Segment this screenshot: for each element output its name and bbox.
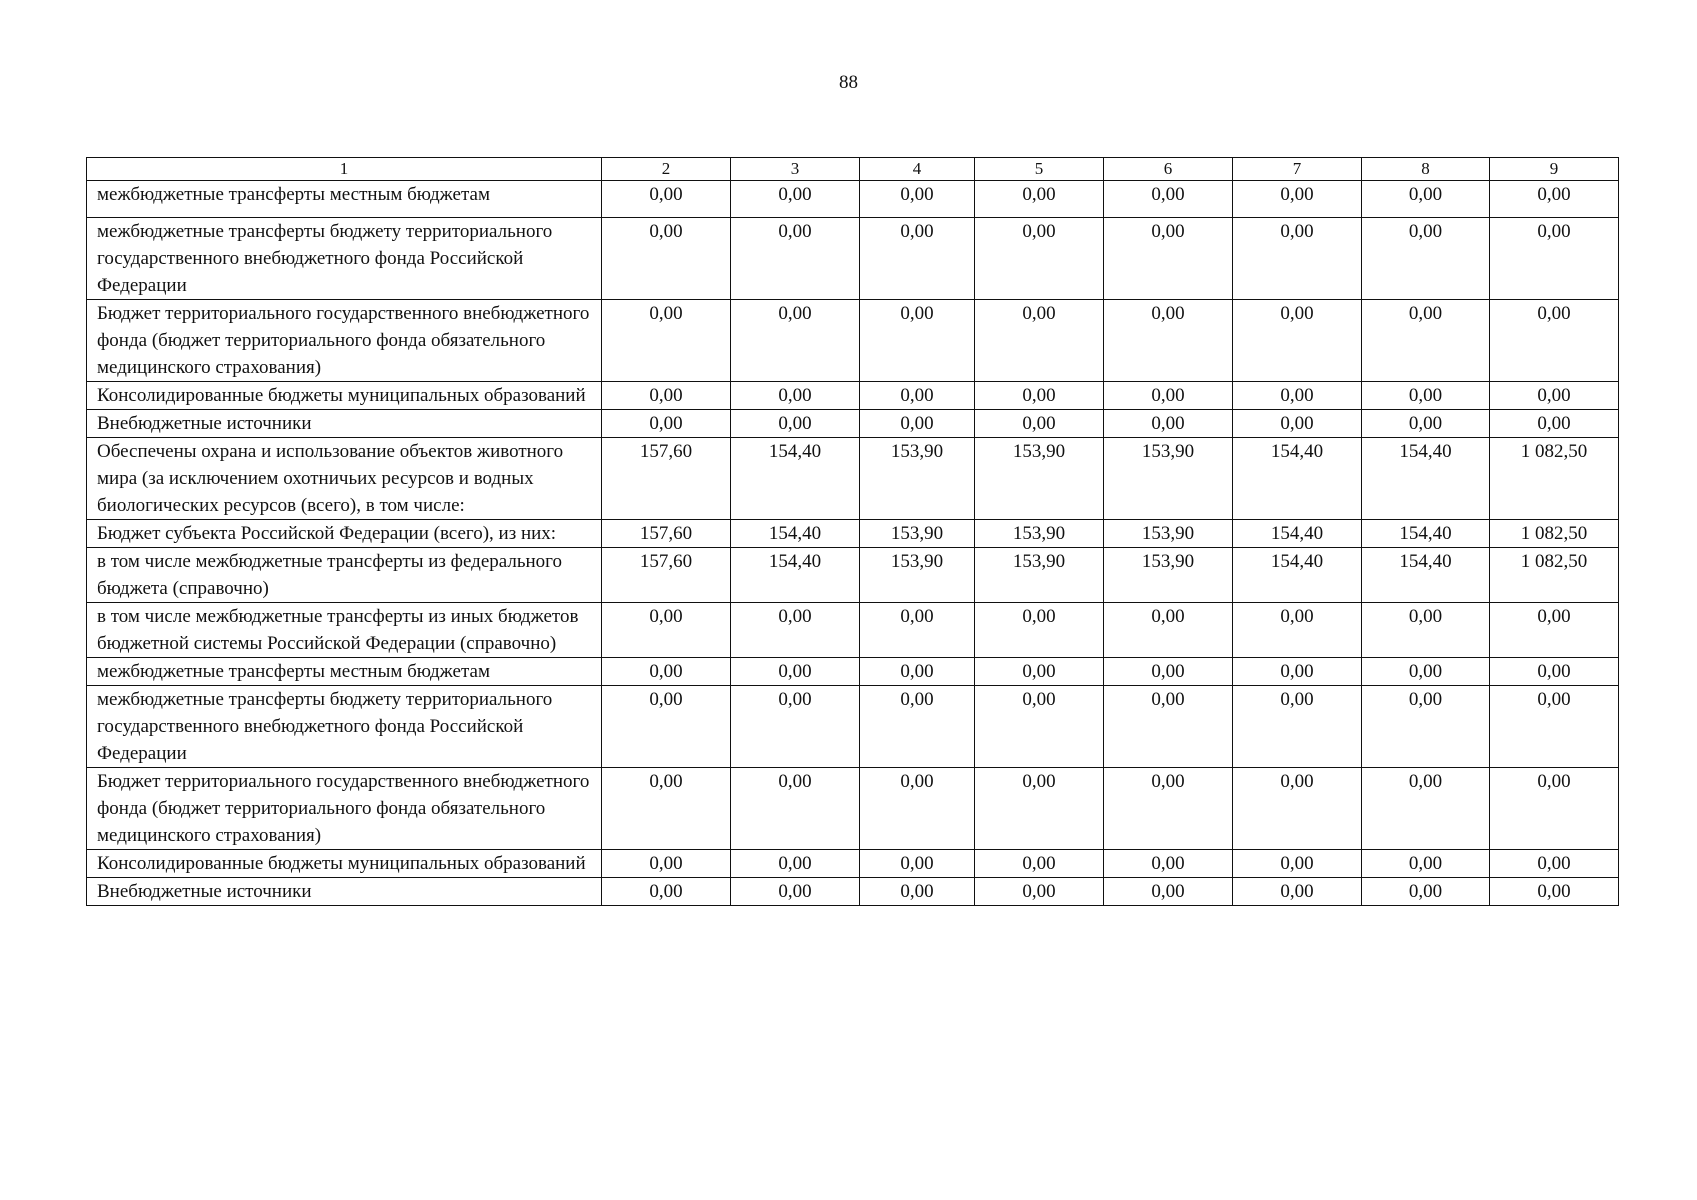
value-cell: 0,00 (602, 850, 731, 878)
value-cell: 0,00 (1362, 410, 1490, 438)
budget-table (86, 157, 1619, 906)
value-cell: 0,00 (1490, 410, 1619, 438)
value-cell: 0,00 (1233, 382, 1362, 410)
value-cell: 0,00 (731, 686, 860, 768)
value-cell: 0,00 (602, 768, 731, 850)
value-cell: 157,60 (602, 548, 731, 603)
value-cell: 153,90 (860, 520, 975, 548)
value-cell: 154,40 (731, 438, 860, 520)
value-cell: 0,00 (1104, 878, 1233, 906)
value-cell: 0,00 (1233, 603, 1362, 658)
header-cell: 5 (975, 158, 1104, 181)
table-row (87, 438, 1619, 520)
value-cell: 0,00 (860, 181, 975, 218)
value-cell: 0,00 (1104, 382, 1233, 410)
value-cell: 0,00 (975, 181, 1104, 218)
value-cell: 0,00 (1104, 218, 1233, 300)
value-cell: 0,00 (860, 686, 975, 768)
value-cell: 0,00 (1490, 850, 1619, 878)
value-cell: 0,00 (1362, 878, 1490, 906)
header-cell: 3 (731, 158, 860, 181)
value-cell: 0,00 (1490, 686, 1619, 768)
value-cell: 0,00 (1104, 300, 1233, 382)
value-cell: 0,00 (1490, 658, 1619, 686)
value-cell: 154,40 (731, 548, 860, 603)
value-cell: 153,90 (975, 520, 1104, 548)
row-label: Внебюджетные источники (87, 878, 602, 906)
value-cell: 0,00 (1362, 300, 1490, 382)
header-cell: 1 (87, 158, 602, 181)
value-cell: 0,00 (602, 658, 731, 686)
value-cell: 0,00 (975, 300, 1104, 382)
row-label: в том числе межбюджетные трансферты из иных бюджетов бюджетной системы Российской Федерации (справочно) (87, 603, 602, 658)
header-row (87, 158, 1619, 181)
value-cell: 0,00 (731, 181, 860, 218)
value-cell: 0,00 (1233, 768, 1362, 850)
value-cell: 0,00 (1490, 300, 1619, 382)
value-cell: 0,00 (602, 218, 731, 300)
header-cell: 4 (860, 158, 975, 181)
value-cell: 0,00 (1490, 218, 1619, 300)
row-label: межбюджетные трансферты местным бюджетам (87, 181, 602, 218)
value-cell: 0,00 (1104, 850, 1233, 878)
header-cell: 7 (1233, 158, 1362, 181)
value-cell: 0,00 (1233, 218, 1362, 300)
row-label: Бюджет территориального государственного внебюджетного фонда (бюджет территориального фонда обязательного медицинского страхования) (87, 768, 602, 850)
value-cell: 0,00 (1233, 410, 1362, 438)
table-row (87, 686, 1619, 768)
table-row (87, 181, 1619, 218)
value-cell: 153,90 (860, 548, 975, 603)
table-row (87, 878, 1619, 906)
row-label: Консолидированные бюджеты муниципальных образований (87, 850, 602, 878)
value-cell: 0,00 (975, 686, 1104, 768)
value-cell: 1 082,50 (1490, 548, 1619, 603)
value-cell: 0,00 (1104, 410, 1233, 438)
value-cell: 153,90 (1104, 438, 1233, 520)
value-cell: 0,00 (1104, 686, 1233, 768)
value-cell: 0,00 (860, 850, 975, 878)
value-cell: 0,00 (860, 768, 975, 850)
value-cell: 154,40 (731, 520, 860, 548)
table-row (87, 603, 1619, 658)
table-row (87, 218, 1619, 300)
value-cell: 0,00 (860, 382, 975, 410)
value-cell: 0,00 (975, 603, 1104, 658)
value-cell: 0,00 (1490, 181, 1619, 218)
table-row (87, 658, 1619, 686)
value-cell: 0,00 (1233, 850, 1362, 878)
value-cell: 0,00 (1233, 658, 1362, 686)
value-cell: 0,00 (731, 382, 860, 410)
value-cell: 0,00 (860, 878, 975, 906)
value-cell: 0,00 (731, 768, 860, 850)
value-cell: 157,60 (602, 438, 731, 520)
value-cell: 153,90 (975, 438, 1104, 520)
value-cell: 0,00 (602, 878, 731, 906)
value-cell: 0,00 (975, 878, 1104, 906)
value-cell: 0,00 (1490, 382, 1619, 410)
value-cell: 154,40 (1362, 548, 1490, 603)
value-cell: 0,00 (1490, 878, 1619, 906)
value-cell: 0,00 (1362, 658, 1490, 686)
value-cell: 0,00 (1490, 603, 1619, 658)
value-cell: 0,00 (1362, 768, 1490, 850)
table-row (87, 548, 1619, 603)
row-label: межбюджетные трансферты местным бюджетам (87, 658, 602, 686)
value-cell: 1 082,50 (1490, 520, 1619, 548)
value-cell: 0,00 (602, 686, 731, 768)
row-label: Бюджет территориального государственного внебюджетного фонда (бюджет территориального фонда обязательного медицинского страхования) (87, 300, 602, 382)
value-cell: 0,00 (975, 382, 1104, 410)
header-cell: 2 (602, 158, 731, 181)
value-cell: 0,00 (1104, 658, 1233, 686)
table-row (87, 850, 1619, 878)
value-cell: 0,00 (731, 218, 860, 300)
table-row (87, 300, 1619, 382)
value-cell: 0,00 (975, 410, 1104, 438)
row-label: Консолидированные бюджеты муниципальных образований (87, 382, 602, 410)
value-cell: 0,00 (1233, 181, 1362, 218)
row-label: Обеспечены охрана и использование объектов животного мира (за исключением охотничьих ресурсов и водных биологических ресурсов (всего), в том числе: (87, 438, 602, 520)
value-cell: 0,00 (860, 603, 975, 658)
row-label: межбюджетные трансферты бюджету территориального государственного внебюджетного фонда Российской Федерации (87, 218, 602, 300)
value-cell: 0,00 (1490, 768, 1619, 850)
value-cell: 0,00 (602, 603, 731, 658)
value-cell: 154,40 (1362, 438, 1490, 520)
value-cell: 0,00 (602, 181, 731, 218)
value-cell: 0,00 (1362, 181, 1490, 218)
value-cell: 153,90 (975, 548, 1104, 603)
value-cell: 154,40 (1233, 548, 1362, 603)
value-cell: 0,00 (602, 300, 731, 382)
table-row (87, 410, 1619, 438)
value-cell: 0,00 (1233, 686, 1362, 768)
row-label: Внебюджетные источники (87, 410, 602, 438)
value-cell: 1 082,50 (1490, 438, 1619, 520)
value-cell: 0,00 (731, 878, 860, 906)
value-cell: 0,00 (1104, 603, 1233, 658)
row-label: Бюджет субъекта Российской Федерации (всего), из них: (87, 520, 602, 548)
value-cell: 0,00 (1362, 218, 1490, 300)
value-cell: 0,00 (975, 850, 1104, 878)
header-cell: 9 (1490, 158, 1619, 181)
value-cell: 0,00 (602, 382, 731, 410)
table-row (87, 382, 1619, 410)
value-cell: 154,40 (1233, 438, 1362, 520)
value-cell: 154,40 (1233, 520, 1362, 548)
table-row (87, 768, 1619, 850)
header-cell: 8 (1362, 158, 1490, 181)
value-cell: 0,00 (1362, 603, 1490, 658)
value-cell: 0,00 (860, 658, 975, 686)
value-cell: 153,90 (860, 438, 975, 520)
value-cell: 0,00 (731, 603, 860, 658)
row-label: межбюджетные трансферты бюджету территориального государственного внебюджетного фонда Российской Федерации (87, 686, 602, 768)
value-cell: 0,00 (731, 410, 860, 438)
page-number: 88 (839, 72, 858, 93)
table-row (87, 520, 1619, 548)
value-cell: 0,00 (1233, 300, 1362, 382)
value-cell: 0,00 (731, 300, 860, 382)
header-cell: 6 (1104, 158, 1233, 181)
value-cell: 157,60 (602, 520, 731, 548)
value-cell: 0,00 (975, 218, 1104, 300)
value-cell: 154,40 (1362, 520, 1490, 548)
value-cell: 0,00 (1104, 181, 1233, 218)
value-cell: 0,00 (975, 768, 1104, 850)
value-cell: 0,00 (731, 850, 860, 878)
value-cell: 0,00 (975, 658, 1104, 686)
value-cell: 0,00 (860, 218, 975, 300)
table-body (87, 181, 1619, 906)
value-cell: 153,90 (1104, 548, 1233, 603)
row-label: в том числе межбюджетные трансферты из федерального бюджета (справочно) (87, 548, 602, 603)
value-cell: 0,00 (1362, 686, 1490, 768)
value-cell: 153,90 (1104, 520, 1233, 548)
value-cell: 0,00 (1362, 850, 1490, 878)
value-cell: 0,00 (1104, 768, 1233, 850)
value-cell: 0,00 (860, 300, 975, 382)
value-cell: 0,00 (860, 410, 975, 438)
value-cell: 0,00 (1233, 878, 1362, 906)
value-cell: 0,00 (731, 658, 860, 686)
value-cell: 0,00 (602, 410, 731, 438)
value-cell: 0,00 (1362, 382, 1490, 410)
